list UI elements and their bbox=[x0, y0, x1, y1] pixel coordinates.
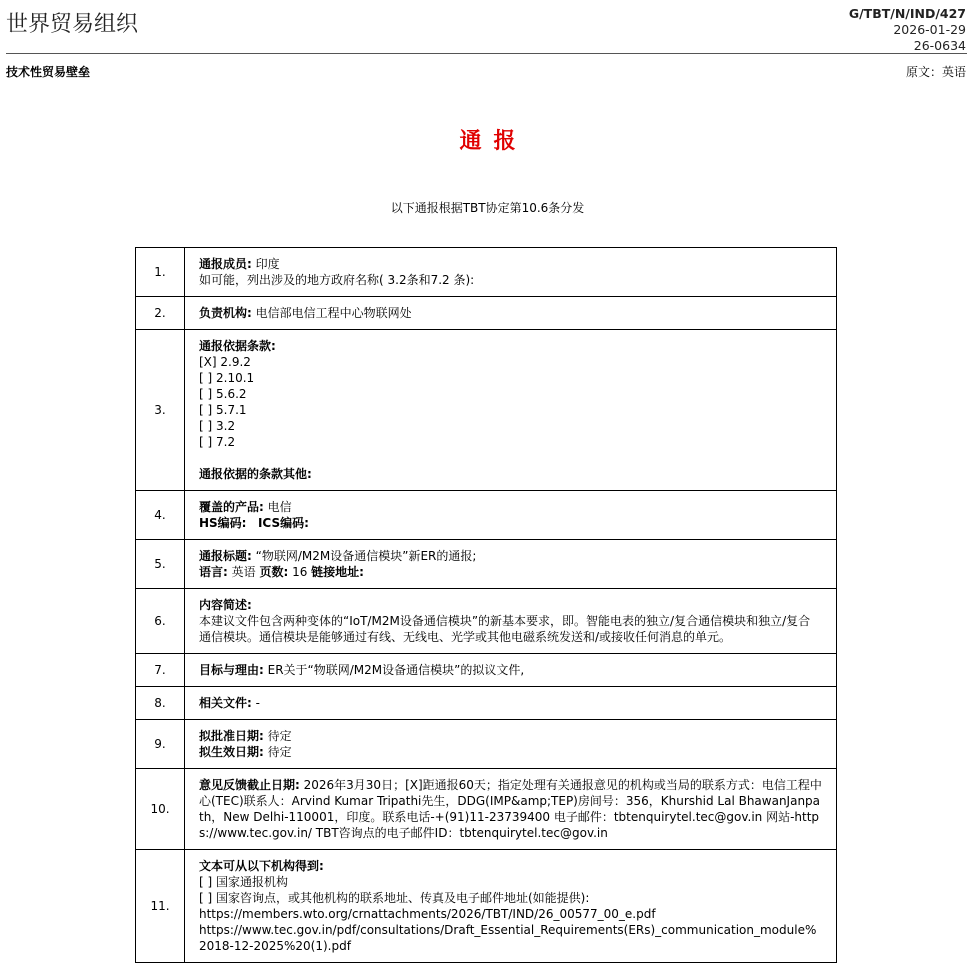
language-label: 语言: bbox=[199, 565, 228, 579]
field-label: 通报成员: bbox=[199, 257, 252, 271]
row-content bbox=[185, 850, 837, 963]
pages-label: 页数: bbox=[259, 565, 289, 579]
notification-table bbox=[135, 247, 837, 963]
table-row bbox=[136, 491, 837, 540]
field-label: 通报依据条款: bbox=[199, 339, 276, 353]
link-label: 链接地址: bbox=[311, 565, 364, 579]
table-row bbox=[136, 248, 837, 297]
row-content bbox=[185, 297, 837, 330]
organization-name: 世界贸易组织 bbox=[6, 12, 139, 37]
table-row bbox=[136, 297, 837, 330]
original-language: 原文：英语 bbox=[905, 65, 966, 79]
article-option: [ ] 3.2 bbox=[199, 419, 236, 433]
row-number: 4. bbox=[136, 491, 185, 540]
table-row bbox=[136, 654, 837, 687]
ics-code-label: ICS编码: bbox=[257, 516, 309, 530]
field-label: 拟生效日期: bbox=[199, 745, 264, 759]
row-number: 2. bbox=[136, 297, 185, 330]
row-number: 9. bbox=[136, 720, 185, 769]
row-content bbox=[185, 720, 837, 769]
row-number: 5. bbox=[136, 540, 185, 589]
document-date: 2026-01-29 bbox=[893, 22, 966, 37]
row-content bbox=[185, 491, 837, 540]
field-value: 待定 bbox=[263, 729, 292, 743]
field-value: 电信 bbox=[263, 500, 292, 514]
row-number: 6. bbox=[136, 589, 185, 654]
language-value: 英语 bbox=[227, 565, 260, 579]
row-number: 7. bbox=[136, 654, 185, 687]
row-content bbox=[185, 654, 837, 687]
committee-name: 技术性贸易壁垒 bbox=[6, 65, 91, 79]
source-option: [ ] 国家通报机构 bbox=[199, 875, 288, 889]
row-content bbox=[185, 769, 837, 850]
field-note: 如可能，列出涉及的地方政府名称( 3.2条和7.2 条): bbox=[199, 273, 475, 287]
header-divider bbox=[6, 53, 967, 54]
description-text: 本建议文件包含两种变体的“IoT/M2M设备通信模块”的新基本要求，即。智能电表的独立/复合通信模块和独立/复合通信模块。通信模块是能够通过有线、无线电、光学或其他电磁系统发送和/或接收任何消息的单元。 bbox=[199, 614, 811, 644]
table-row bbox=[136, 540, 837, 589]
row-content bbox=[185, 330, 837, 491]
field-label: 目标与理由: bbox=[199, 663, 264, 677]
table-row bbox=[136, 687, 837, 720]
document-symbol: G/TBT/N/IND/427 bbox=[848, 6, 966, 21]
row-number: 11. bbox=[136, 850, 185, 963]
hs-code-label: HS编码: bbox=[199, 516, 247, 530]
source-option: [ ] 国家咨询点，或其他机构的联系地址、传真及电子邮件地址(如能提供): bbox=[199, 891, 590, 905]
field-value: 印度 bbox=[251, 257, 280, 271]
article-option: [ ] 5.6.2 bbox=[199, 387, 247, 401]
article-option: [X] 2.9.2 bbox=[199, 355, 251, 369]
field-label: 拟批准日期: bbox=[199, 729, 264, 743]
table-row bbox=[136, 720, 837, 769]
field-label: 文本可从以下机构得到: bbox=[199, 859, 324, 873]
field-value: 电信部电信工程中心物联网处 bbox=[251, 306, 412, 320]
table-row bbox=[136, 330, 837, 491]
distribution-note: 以下通报根据TBT协定第10.6条分发 bbox=[390, 201, 585, 215]
document-number: 26-0634 bbox=[913, 38, 966, 53]
row-content bbox=[185, 687, 837, 720]
row-content bbox=[185, 248, 837, 297]
pages-value: 16 bbox=[288, 565, 312, 579]
document-link[interactable]: https://members.wto.org/crnattachments/2026/TBT/IND/26_00577_00_e.pdf bbox=[199, 907, 656, 921]
field-label: 通报依据的条款其他: bbox=[199, 467, 312, 481]
table-row bbox=[136, 850, 837, 963]
field-value: 待定 bbox=[263, 745, 292, 759]
table-row bbox=[136, 589, 837, 654]
field-label: 意见反馈截止日期: bbox=[199, 778, 300, 792]
row-number: 1. bbox=[136, 248, 185, 297]
row-content bbox=[185, 540, 837, 589]
field-label: 负责机构: bbox=[199, 306, 252, 320]
row-number: 10. bbox=[136, 769, 185, 850]
document-meta bbox=[849, 6, 966, 54]
field-value: ER关于“物联网/M2M设备通信模块”的拟议文件, bbox=[263, 663, 525, 677]
row-content bbox=[185, 589, 837, 654]
table-row bbox=[136, 769, 837, 850]
field-label: 内容简述: bbox=[199, 598, 252, 612]
row-number: 8. bbox=[136, 687, 185, 720]
field-value: “物联网/M2M设备通信模块”新ER的通报; bbox=[251, 549, 477, 563]
field-label: 通报标题: bbox=[199, 549, 252, 563]
article-option: [ ] 2.10.1 bbox=[199, 371, 255, 385]
document-link[interactable]: https://www.tec.gov.in/pdf/consultations/Draft_Essential_Requirements(ERs)_communication_module%2018-12-2025%20(1).pdf bbox=[199, 923, 817, 953]
contact-text: 2026年3月30日；[X]距通报60天；指定处理有关通报意见的机构或当局的联系方式：电信工程中心(TEC)联系人：Arvind Kumar Tripathi先生，DDG(IMP&amp;TEP)房间号：356，Khurshid Lal BhawanJanpath，New Delhi-110001，印度。联系电话-+(91)11-23739400 电子邮件：tbtenquirytel.tec@gov.in 网站-https://www.tec.gov.in/ TBT咨询点的电子邮件ID：tbtenquirytel.tec@gov.in bbox=[199, 778, 822, 840]
field-value: - bbox=[251, 696, 260, 710]
article-option: [ ] 7.2 bbox=[199, 435, 236, 449]
field-label: 相关文件: bbox=[199, 696, 252, 710]
page-title: 通报 bbox=[459, 129, 528, 154]
article-option: [ ] 5.7.1 bbox=[199, 403, 247, 417]
row-number: 3. bbox=[136, 330, 185, 491]
field-label: 覆盖的产品: bbox=[199, 500, 264, 514]
